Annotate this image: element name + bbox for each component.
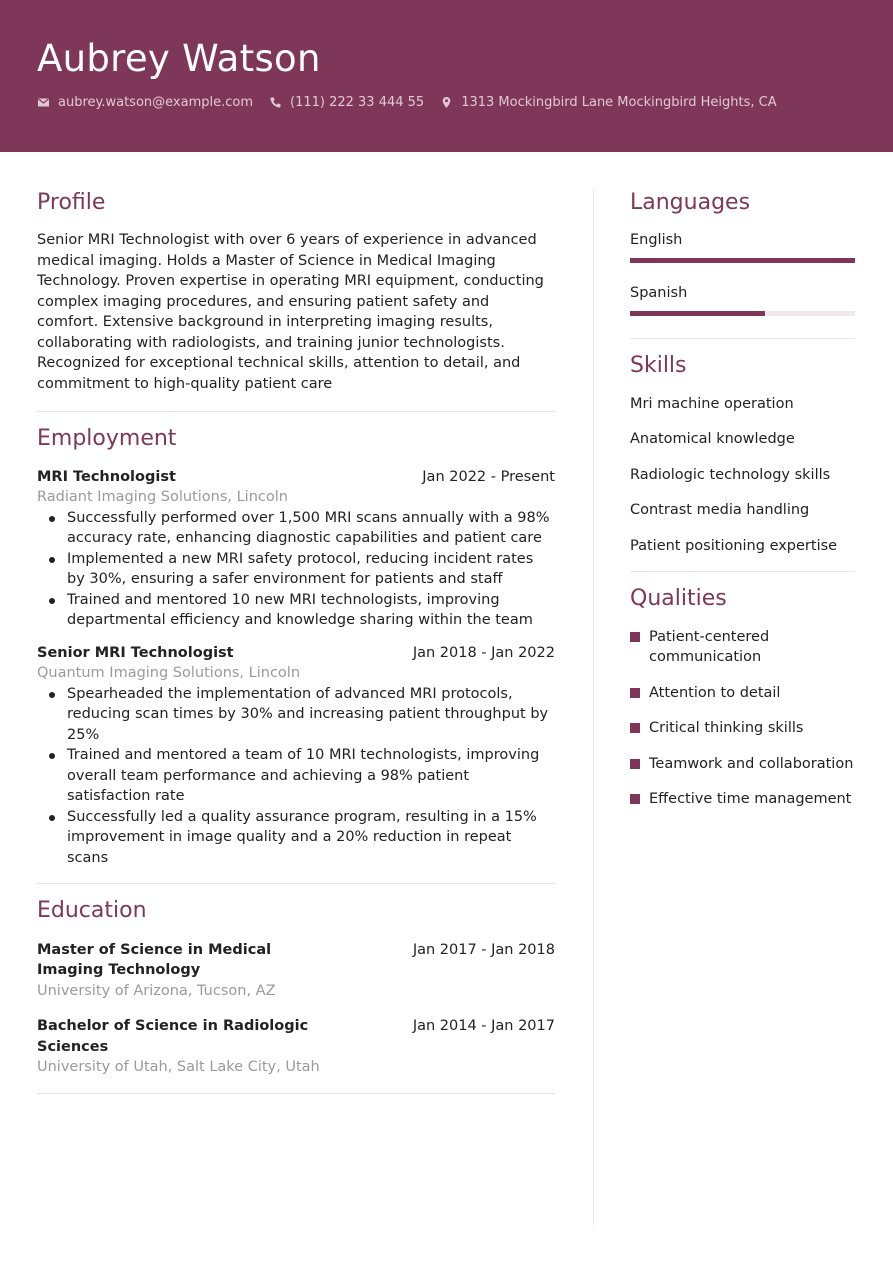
- qualities-section: [630, 586, 855, 809]
- section-divider: [37, 883, 555, 884]
- education-date: Jan 2014 - Jan 2017: [412, 1018, 555, 1035]
- square-bullet-icon: [630, 759, 640, 769]
- qualities-heading: Qualities: [630, 586, 727, 612]
- job-date: Jan 2022 - Present: [422, 468, 555, 485]
- square-bullet-icon: [630, 688, 640, 698]
- school-name: University of Utah, Salt Lake City, Utah: [37, 1059, 320, 1076]
- quality-item: [630, 789, 855, 810]
- school-name: University of Arizona, Tucson, AZ: [37, 982, 276, 999]
- square-bullet-icon: [630, 723, 640, 733]
- skill-item: Anatomical knowledge: [630, 431, 795, 448]
- quality-item: [630, 754, 855, 775]
- section-divider: [37, 411, 555, 412]
- skill-item: Mri machine operation: [630, 395, 794, 412]
- job-title: Senior MRI Technologist: [37, 644, 234, 661]
- phone-contact[interactable]: [269, 95, 424, 110]
- education-entry: [37, 1016, 555, 1078]
- language-name: English: [630, 232, 683, 249]
- address-contact: [440, 95, 776, 110]
- sidebar-column: [630, 190, 855, 825]
- skill-item: Contrast media handling: [630, 502, 810, 519]
- profile-heading: Profile: [37, 190, 106, 215]
- education-date: Jan 2017 - Jan 2018: [412, 941, 555, 958]
- quality-text: Critical thinking skills: [649, 720, 804, 737]
- skills-heading: Skills: [630, 353, 687, 379]
- email-text: aubrey.watson@example.com: [58, 94, 253, 110]
- language-entry: [630, 230, 855, 263]
- quality-item: [630, 627, 855, 668]
- envelope-icon: [37, 96, 50, 109]
- skill-item: Patient positioning expertise: [630, 537, 838, 554]
- job-title: MRI Technologist: [37, 468, 176, 485]
- quality-text: Teamwork and collaboration: [649, 755, 854, 772]
- employment-section: [37, 426, 555, 868]
- candidate-name: Aubrey Watson: [37, 37, 321, 80]
- list-item: Spearheaded the implementation of advanced MRI protocols, reducing scan times by 30% and increasing patient throughput by 25%: [37, 684, 555, 746]
- list-item: Successfully performed over 1,500 MRI scans annually with a 98% accuracy rate, enhancing diagnostic capabilities and patient care: [37, 508, 555, 549]
- map-pin-icon: [440, 96, 453, 109]
- languages-section: [630, 190, 855, 316]
- education-section: [37, 898, 555, 1077]
- employment-heading: Employment: [37, 426, 177, 452]
- language-level-bar: [630, 311, 855, 316]
- language-level-bar: [630, 258, 855, 263]
- language-name: Spanish: [630, 285, 688, 302]
- skill-item: Radiologic technology skills: [630, 466, 831, 483]
- quality-text: Effective time management: [649, 791, 852, 808]
- square-bullet-icon: [630, 632, 640, 642]
- address-text: 1313 Mockingbird Lane Mockingbird Heights, CA: [461, 94, 777, 110]
- section-divider: [630, 338, 855, 339]
- skills-section: [630, 353, 855, 556]
- quality-item: [630, 718, 855, 739]
- square-bullet-icon: [630, 794, 640, 804]
- languages-heading: Languages: [630, 190, 751, 215]
- email-contact[interactable]: [37, 95, 253, 110]
- job-entry: [37, 467, 555, 631]
- list-item: Implemented a new MRI safety protocol, reducing incident rates by 30%, ensuring a safer environment for patients and staff: [37, 549, 555, 590]
- job-company: Radiant Imaging Solutions, Lincoln: [37, 489, 288, 506]
- section-divider: [630, 571, 855, 572]
- language-entry: [630, 283, 855, 316]
- section-divider: [37, 1093, 555, 1094]
- quality-text: Attention to detail: [649, 684, 781, 701]
- job-company: Quantum Imaging Solutions, Lincoln: [37, 665, 301, 682]
- language-level-fill: [630, 258, 855, 263]
- degree-title: Master of Science in Medical Imaging Technology: [37, 941, 272, 979]
- contact-info: [37, 95, 856, 110]
- education-heading: Education: [37, 898, 147, 924]
- column-divider: [593, 190, 594, 1225]
- profile-summary: Senior MRI Technologist with over 6 years of experience in advanced medical imaging. Holds a Master of Science in Medical Imaging Technology. Proven expertise in operating MRI equipment, conducting complex imaging procedures, and ensuring patient safety and comfort. Extensive background in interpreting imaging results, collaborating with radiologists, and training junior technologists. Recognized for exceptional technical skills, attention to detail, and commitment to high-quality patient care: [37, 232, 544, 392]
- list-item: Trained and mentored 10 new MRI technologists, improving departmental efficiency and knowledge sharing within the team: [37, 590, 555, 631]
- degree-title: Bachelor of Science in Radiologic Sciences: [37, 1018, 309, 1055]
- list-item: Trained and mentored a team of 10 MRI technologists, improving overall team performance and achieving a 98% patient satisfaction rate: [37, 745, 555, 807]
- profile-section: [37, 190, 555, 394]
- quality-item: [630, 683, 855, 704]
- phone-icon: [269, 96, 282, 109]
- main-column: [37, 190, 555, 1094]
- language-level-fill: [630, 311, 765, 316]
- job-entry: [37, 643, 555, 869]
- job-date: Jan 2018 - Jan 2022: [412, 644, 555, 661]
- resume-header: [0, 0, 893, 152]
- job-achievements: [37, 684, 555, 869]
- list-item: Successfully led a quality assurance program, resulting in a 15% improvement in image quality and a 20% reduction in repeat scans: [37, 807, 555, 869]
- quality-text: Patient-centered communication: [649, 628, 770, 666]
- job-achievements: [37, 508, 555, 631]
- phone-text: (111) 222 33 444 55: [290, 94, 425, 110]
- education-entry: [37, 940, 555, 1002]
